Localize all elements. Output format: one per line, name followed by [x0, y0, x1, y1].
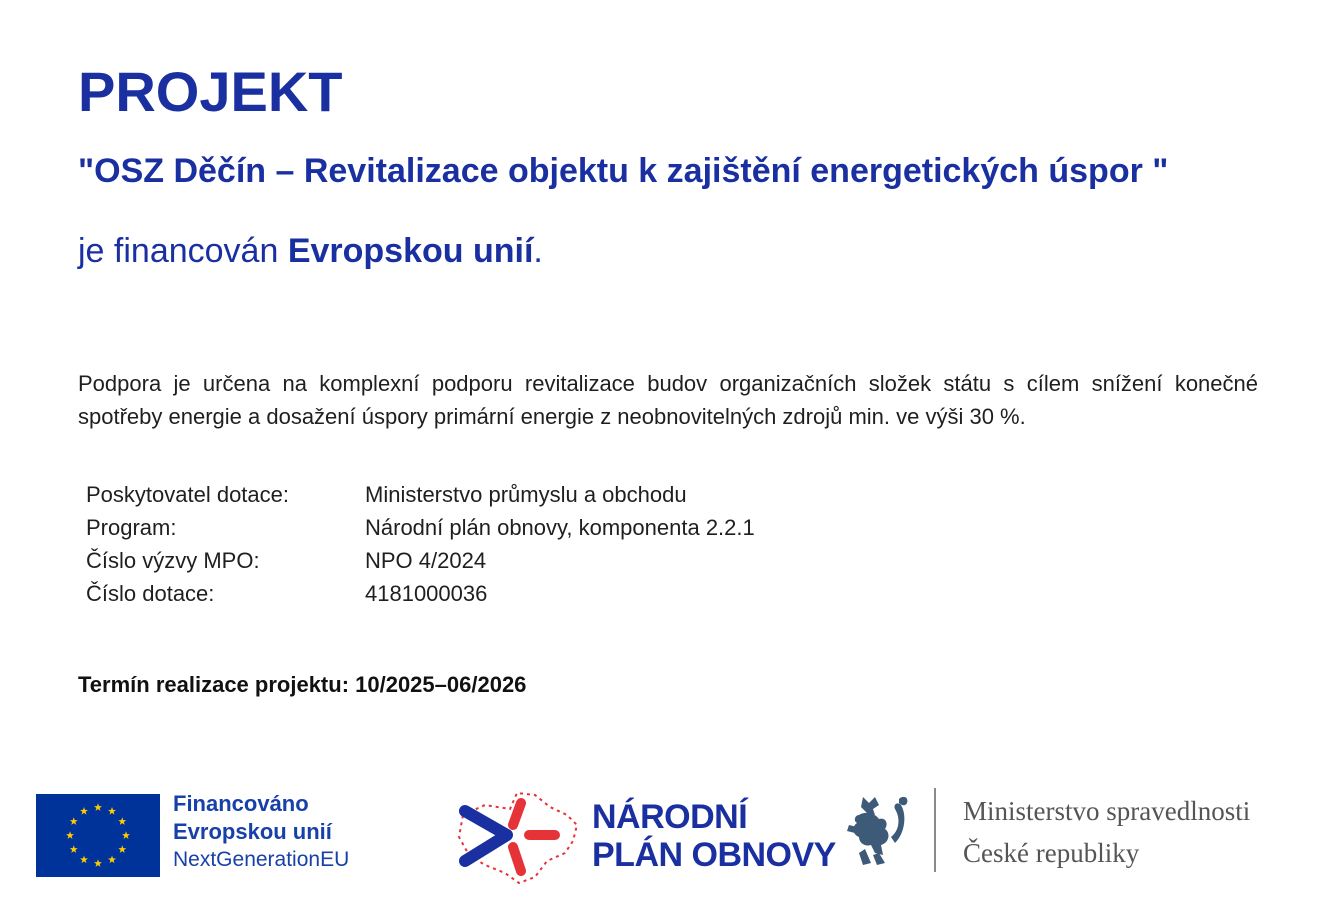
grant-info-table — [86, 478, 755, 610]
ministry-line-2: České republiky — [963, 838, 1140, 868]
info-row-call-number — [86, 544, 755, 577]
npo-line-2: PLÁN OBNOVY — [592, 836, 836, 874]
info-value: Národní plán obnovy, komponenta 2.2.1 — [365, 515, 755, 540]
funding-statement — [78, 230, 543, 272]
ministry-logo-text — [963, 790, 1250, 874]
info-row-provider — [86, 478, 755, 511]
ministry-line-1: Ministerstvo spravedlnosti — [963, 796, 1251, 826]
eu-line-1: Financováno — [173, 791, 309, 816]
npo-logo-icon — [455, 785, 585, 889]
project-description: Podpora je určena na komplexní podporu revitalizace budov organizačních složek státu s cílem snížení konečné spotřeby energie a dosažení úspory primární energie z neobnovitelných zdrojů min. ve výši 30 %. — [78, 371, 1258, 429]
info-value: NPO 4/2024 — [365, 548, 487, 573]
eu-funding-logo-text — [173, 790, 349, 874]
funding-source: Evropskou unií — [287, 232, 534, 270]
info-label: Program: — [86, 515, 177, 540]
project-name: "OSZ Děčín – Revitalizace objektu k zajištění energetických úspor " — [78, 152, 1169, 190]
npo-line-1: NÁRODNÍ — [592, 798, 748, 836]
logo-divider — [934, 788, 936, 872]
info-label: Číslo dotace: — [86, 581, 215, 606]
info-value: Ministerstvo průmyslu a obchodu — [365, 482, 687, 507]
eu-line-2: Evropskou unií — [173, 819, 332, 844]
eu-flag-icon — [36, 794, 160, 877]
info-row-program — [86, 511, 755, 544]
info-label: Poskytovatel dotace: — [86, 482, 290, 507]
funding-suffix: . — [533, 232, 543, 270]
info-label: Číslo výzvy MPO: — [86, 548, 260, 573]
info-row-grant-number — [86, 577, 755, 610]
funding-prefix: je financován — [78, 232, 288, 270]
info-value: 4181000036 — [365, 581, 488, 606]
eu-line-3: NextGenerationEU — [173, 848, 350, 871]
czech-lion-icon — [845, 793, 911, 867]
project-term: Termín realizace projektu: 10/2025–06/2026 — [78, 672, 527, 697]
page-title: PROJEKT — [78, 60, 343, 123]
npo-logo-text — [592, 798, 836, 874]
